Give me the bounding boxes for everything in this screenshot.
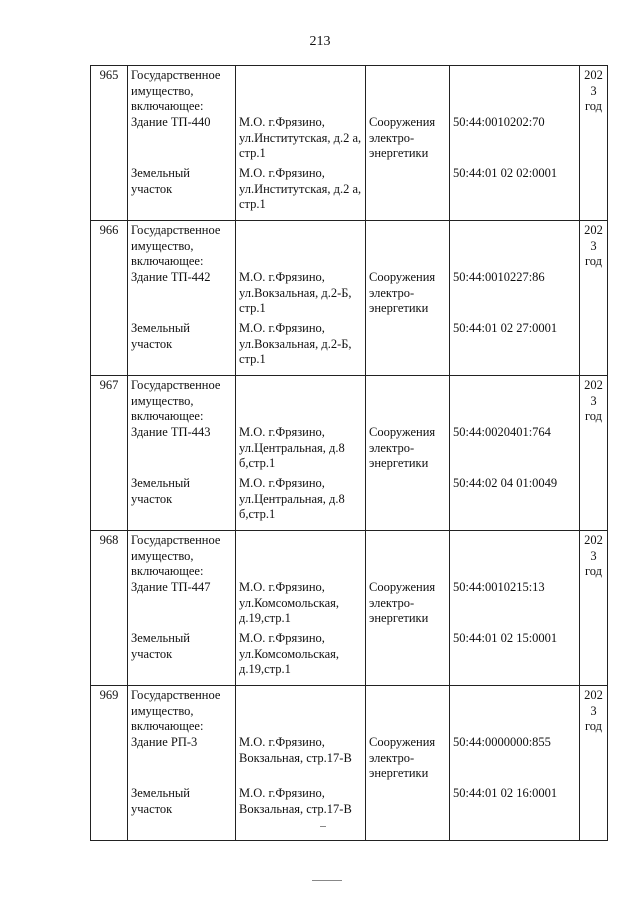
year-cell: 2023 год: [580, 686, 608, 736]
address-cell: М.О. г.Фрязино, ул.Комсомольская, д.19,стр.1: [236, 631, 366, 686]
table-row: [91, 786, 608, 841]
year-cell: [580, 786, 608, 841]
table-row: [91, 531, 608, 581]
cadastral-number: 50:44:01 02 16:0001: [450, 786, 580, 841]
purpose-cell: [366, 686, 450, 736]
cadastral-cell: [450, 686, 580, 736]
table-row: [91, 221, 608, 271]
cadastral-number: 50:44:01 02 27:0001: [450, 321, 580, 376]
purpose-cell: Сооружения электро-энергетики: [366, 735, 450, 786]
address-cell: [236, 221, 366, 271]
address-cell: [236, 376, 366, 426]
table-row: [91, 115, 608, 166]
address-cell: М.О. г.Фрязино, Вокзальная, стр.17-В: [236, 735, 366, 786]
cadastral-number: 50:44:0020401:764: [450, 425, 580, 476]
group-title: Государственное имущество, включающее:: [128, 686, 236, 736]
scan-artifact: [320, 826, 326, 827]
row-number: [91, 115, 128, 166]
table-row: [91, 166, 608, 221]
row-number: [91, 166, 128, 221]
table-row: [91, 425, 608, 476]
table-row: [91, 686, 608, 736]
row-number: [91, 476, 128, 531]
row-number: [91, 631, 128, 686]
group-title: Государственное имущество, включающее:: [128, 221, 236, 271]
cadastral-number: 50:44:02 04 01:0049: [450, 476, 580, 531]
year-cell: [580, 270, 608, 321]
cadastral-number: 50:44:01 02 02:0001: [450, 166, 580, 221]
row-number: [91, 270, 128, 321]
object-name: Земельный участок: [128, 476, 236, 531]
address-cell: [236, 66, 366, 116]
purpose-cell: Сооружения электро-энергетики: [366, 425, 450, 476]
row-number: [91, 321, 128, 376]
object-name: Земельный участок: [128, 631, 236, 686]
year-cell: [580, 115, 608, 166]
year-cell: 2023 год: [580, 221, 608, 271]
address-cell: М.О. г.Фрязино, ул.Вокзальная, д.2-Б, стр.1: [236, 270, 366, 321]
cadastral-number: 50:44:01 02 15:0001: [450, 631, 580, 686]
cadastral-cell: [450, 531, 580, 581]
table-row: [91, 580, 608, 631]
group-title: Государственное имущество, включающее:: [128, 376, 236, 426]
cadastral-number: 50:44:0010227:86: [450, 270, 580, 321]
year-cell: [580, 735, 608, 786]
purpose-cell: Сооружения электро-энергетики: [366, 270, 450, 321]
object-name: Здание ТП-447: [128, 580, 236, 631]
address-cell: М.О. г.Фрязино, ул.Центральная, д.8 б,стр.1: [236, 476, 366, 531]
purpose-cell: [366, 786, 450, 841]
page-number: 213: [309, 34, 331, 49]
purpose-cell: [366, 376, 450, 426]
scan-artifact: [312, 880, 342, 881]
object-name: Здание РП-3: [128, 735, 236, 786]
year-cell: 2023 год: [580, 531, 608, 581]
object-name: Земельный участок: [128, 321, 236, 376]
cadastral-cell: [450, 376, 580, 426]
row-number: 965: [91, 66, 128, 116]
table-row: [91, 476, 608, 531]
address-cell: М.О. г.Фрязино, ул.Институтская, д.2 а, стр.1: [236, 166, 366, 221]
row-number: [91, 735, 128, 786]
purpose-cell: Сооружения электро-энергетики: [366, 580, 450, 631]
row-number: [91, 786, 128, 841]
object-name: Здание ТП-442: [128, 270, 236, 321]
row-number: 967: [91, 376, 128, 426]
purpose-cell: [366, 631, 450, 686]
address-cell: [236, 686, 366, 736]
year-cell: [580, 631, 608, 686]
address-cell: М.О. г.Фрязино, ул.Вокзальная, д.2-Б, стр.1: [236, 321, 366, 376]
object-name: Здание ТП-440: [128, 115, 236, 166]
property-registry-table: [90, 65, 608, 841]
row-number: 966: [91, 221, 128, 271]
row-number: [91, 580, 128, 631]
table-row: [91, 270, 608, 321]
group-title: Государственное имущество, включающее:: [128, 531, 236, 581]
year-cell: 2023 год: [580, 66, 608, 116]
address-cell: М.О. г.Фрязино, ул.Центральная, д.8 б,стр.1: [236, 425, 366, 476]
purpose-cell: Сооружения электро-энергетики: [366, 115, 450, 166]
address-cell: М.О. г.Фрязино, Вокзальная, стр.17-В: [236, 786, 366, 841]
cadastral-number: 50:44:0010202:70: [450, 115, 580, 166]
cadastral-cell: [450, 221, 580, 271]
group-title: Государственное имущество, включающее:: [128, 66, 236, 116]
address-cell: М.О. г.Фрязино, ул.Комсомольская, д.19,стр.1: [236, 580, 366, 631]
year-cell: 2023 год: [580, 376, 608, 426]
purpose-cell: [366, 221, 450, 271]
table-row: [91, 321, 608, 376]
object-name: Здание ТП-443: [128, 425, 236, 476]
cadastral-cell: [450, 66, 580, 116]
year-cell: [580, 321, 608, 376]
address-cell: [236, 531, 366, 581]
purpose-cell: [366, 531, 450, 581]
row-number: [91, 425, 128, 476]
object-name: Земельный участок: [128, 166, 236, 221]
purpose-cell: [366, 476, 450, 531]
cadastral-number: 50:44:0000000:855: [450, 735, 580, 786]
purpose-cell: [366, 321, 450, 376]
table-row: [91, 631, 608, 686]
purpose-cell: [366, 166, 450, 221]
address-cell: М.О. г.Фрязино, ул.Институтская, д.2 а, стр.1: [236, 115, 366, 166]
table-row: [91, 735, 608, 786]
table-row: [91, 376, 608, 426]
year-cell: [580, 166, 608, 221]
year-cell: [580, 476, 608, 531]
year-cell: [580, 425, 608, 476]
object-name: Земельный участок: [128, 786, 236, 841]
cadastral-number: 50:44:0010215:13: [450, 580, 580, 631]
purpose-cell: [366, 66, 450, 116]
year-cell: [580, 580, 608, 631]
row-number: 969: [91, 686, 128, 736]
table-row: [91, 66, 608, 116]
row-number: 968: [91, 531, 128, 581]
